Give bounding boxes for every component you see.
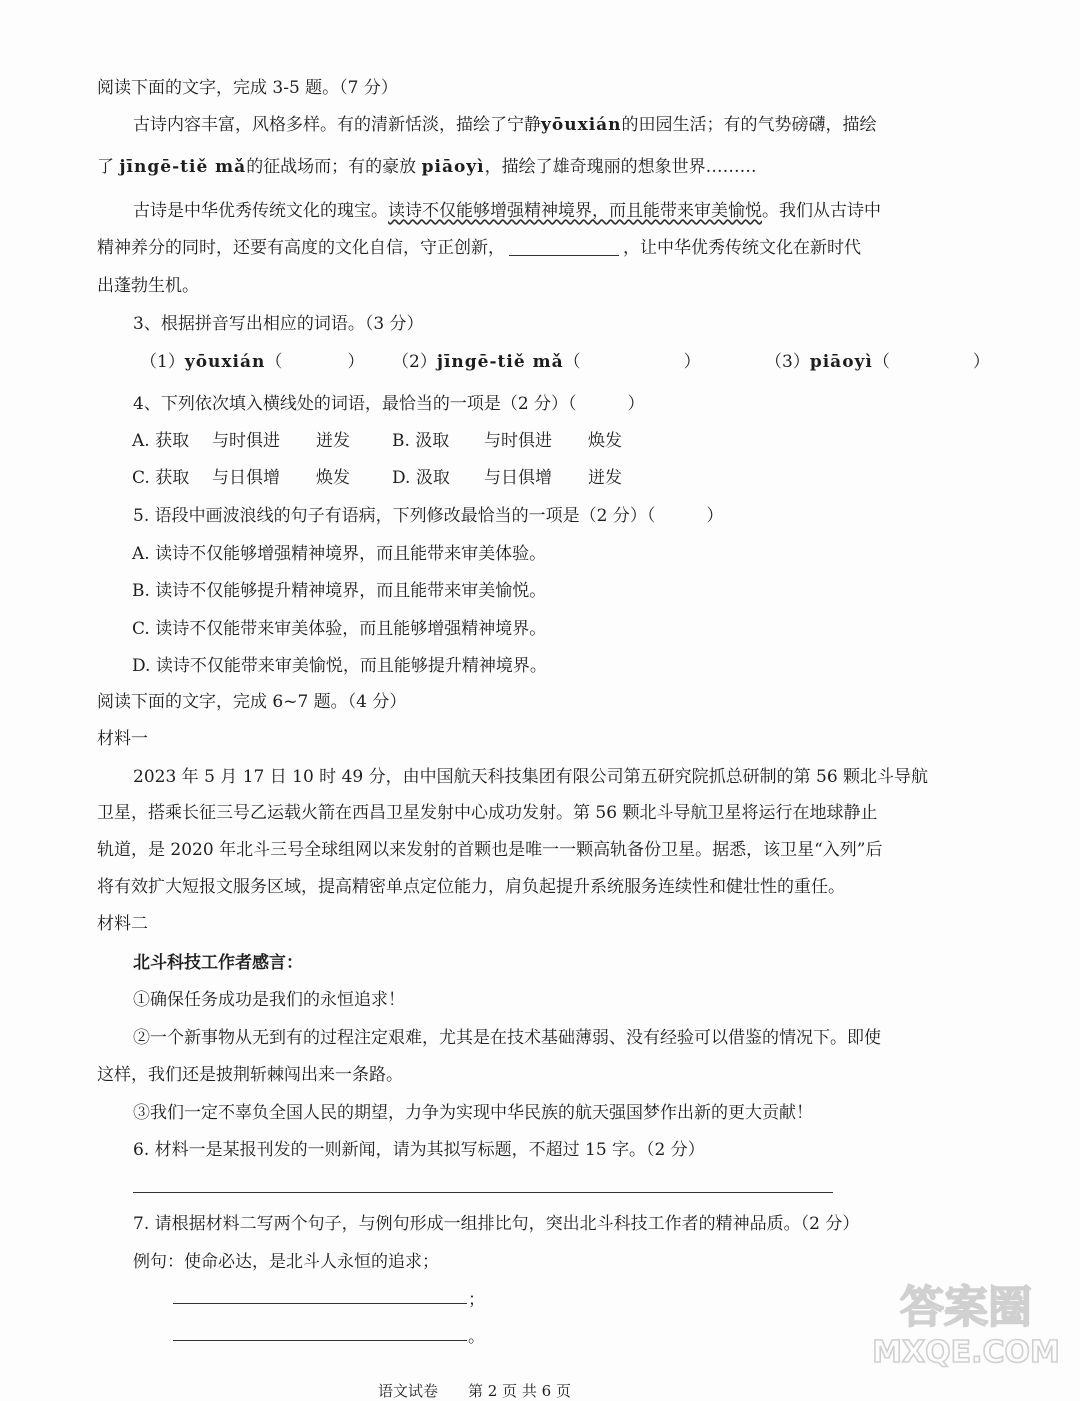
section1-intro: 阅读下面的文字，完成 3-5 题。（7 分） <box>97 78 398 98</box>
material1-line4: 将有效扩大短报文服务区域，提高精密单点定位能力，肩负起提升系统服务连续性和健壮性的重任。 <box>97 877 845 897</box>
material1-line1: 2023 年 5 月 17 日 10 时 49 分，由中国航天科技集团有限公司第五研究院抓总研制的第 56 颗北斗导航 <box>133 767 929 787</box>
answer-paren[interactable]: （ <box>265 352 283 372</box>
watermark-logo <box>866 1276 1066 1371</box>
material1-line3: 轨道，是 2020 年北斗三号全球组网以来发射的首颗也是唯一一颗高轨备份卫星。据悉，该卫星“入列”后 <box>97 840 883 860</box>
q4-options-row-2: C. 获取 与日俱增 焕发 D. 汲取 与日俱增 迸发 <box>132 468 622 488</box>
q7-answer-line-2[interactable] <box>173 1340 467 1341</box>
material1-line2: 卫星，搭乘长征三号乙运载火箭在西昌卫星发射中心成功发射。第 56 颗北斗导航卫星将运行在地球静止 <box>97 803 878 823</box>
q3-item-1: （1）yōuxián（ ） <box>140 352 365 372</box>
material2-heading: 北斗科技工作者感言： <box>133 953 303 973</box>
q7-stem: 7. 请根据材料二写两个句子，与例句形成一组排比句，突出北斗科技工作者的精神品质。（2 分） <box>133 1214 860 1234</box>
passage1-line2: 了 jīngē-tiě mǎ的征战场而；有的豪放 piāoyì，描绘了雄奇瑰丽的想象世界……… <box>97 157 757 177</box>
section2-intro: 阅读下面的文字，完成 6~7 题。（4 分） <box>97 692 407 712</box>
material2-title: 材料二 <box>97 914 148 934</box>
pinyin-piaoyi: piāoyì <box>421 157 485 177</box>
q4-stem: 4、下列依次填入横线处的词语，最恰当的一项是（2 分）（ ） <box>133 394 645 414</box>
q7-line2-end: 。 <box>468 1327 485 1347</box>
passage2-line1: 古诗是中华优秀传统文化的瑰宝。读诗不仅能够增强精神境界，而且能带来审美愉悦。我们从古诗中 <box>133 201 881 221</box>
material2-line2: ②一个新事物从无到有的过程注定艰难，尤其是在技术基础薄弱、没有经验可以借鉴的情况下。即使 <box>133 1028 881 1048</box>
q6-stem: 6. 材料一是某报刊发的一则新闻，请为其拟写标题，不超过 15 字。（2 分） <box>133 1140 705 1160</box>
q3-item-3: （3）piāoyì（ ） <box>765 352 990 372</box>
pinyin-youxian: yōuxián <box>541 115 622 135</box>
pinyin-jingetiema: jīngē-tiě mǎ <box>119 157 247 177</box>
answer-paren[interactable]: （ <box>563 352 581 372</box>
watermark-text-cn: 答案圈 <box>900 1282 1032 1333</box>
material2-line4: ③我们一定不辜负全国人民的期望，力争为实现中华民族的航天强国梦作出新的更大贡献！ <box>133 1103 813 1123</box>
q5-stem: 5. 语段中画波浪线的句子有语病，下列修改最恰当的一项是（2 分）（ ） <box>133 506 724 526</box>
answer-paren[interactable]: （ <box>872 352 890 372</box>
material1-title: 材料一 <box>97 729 148 749</box>
q5-option-a[interactable]: A. 读诗不仅能够增强精神境界，而且能带来审美体验。 <box>132 544 547 564</box>
wavy-underlined-sentence: 读诗不仅能够增强精神境界，而且能带来审美愉悦 <box>388 201 762 221</box>
footer-subject: 语文试卷 <box>378 1382 439 1400</box>
q3-item-2: （2）jīngē-tiě mǎ（ ） <box>392 352 701 372</box>
material2-line3: 这样，我们还是披荆斩棘闯出来一条路。 <box>97 1065 403 1085</box>
q5-option-c[interactable]: C. 读诗不仅能带来审美体验，而且能够增强精神境界。 <box>132 619 547 639</box>
passage2-line2: 精神养分的同时，还要有高度的文化自信，守正创新， ，让中华优秀传统文化在新时代 <box>97 238 861 258</box>
passage2-line3: 出蓬勃生机。 <box>97 276 199 296</box>
q4-options-row-1: A. 获取 与时俱进 迸发 B. 汲取 与时俱进 焕发 <box>132 431 622 451</box>
fill-blank[interactable] <box>509 237 619 256</box>
watermark-text-en: MXQE.COM <box>872 1335 1060 1370</box>
q5-option-d[interactable]: D. 读诗不仅能带来审美愉悦，而且能够提升精神境界。 <box>132 656 547 676</box>
q7-example: 例句：使命必达，是北斗人永恒的追求； <box>133 1252 439 1272</box>
passage1-line1: 古诗内容丰富，风格多样。有的清新恬淡，描绘了宁静yōuxián的田园生活；有的气势磅礴，描绘 <box>133 115 877 135</box>
footer-page-number: 第 2 页 共 6 页 <box>468 1382 571 1400</box>
q6-answer-line[interactable] <box>133 1192 833 1193</box>
q3-stem: 3、根据拼音写出相应的词语。（3 分） <box>133 314 424 334</box>
page-footer <box>378 1380 601 1401</box>
q7-answer-line-1[interactable] <box>173 1303 467 1304</box>
q5-option-b[interactable]: B. 读诗不仅能够提升精神境界，而且能带来审美愉悦。 <box>132 581 547 601</box>
material2-line1: ①确保任务成功是我们的永恒追求！ <box>133 990 405 1010</box>
q7-line1-end: ； <box>468 1290 485 1310</box>
